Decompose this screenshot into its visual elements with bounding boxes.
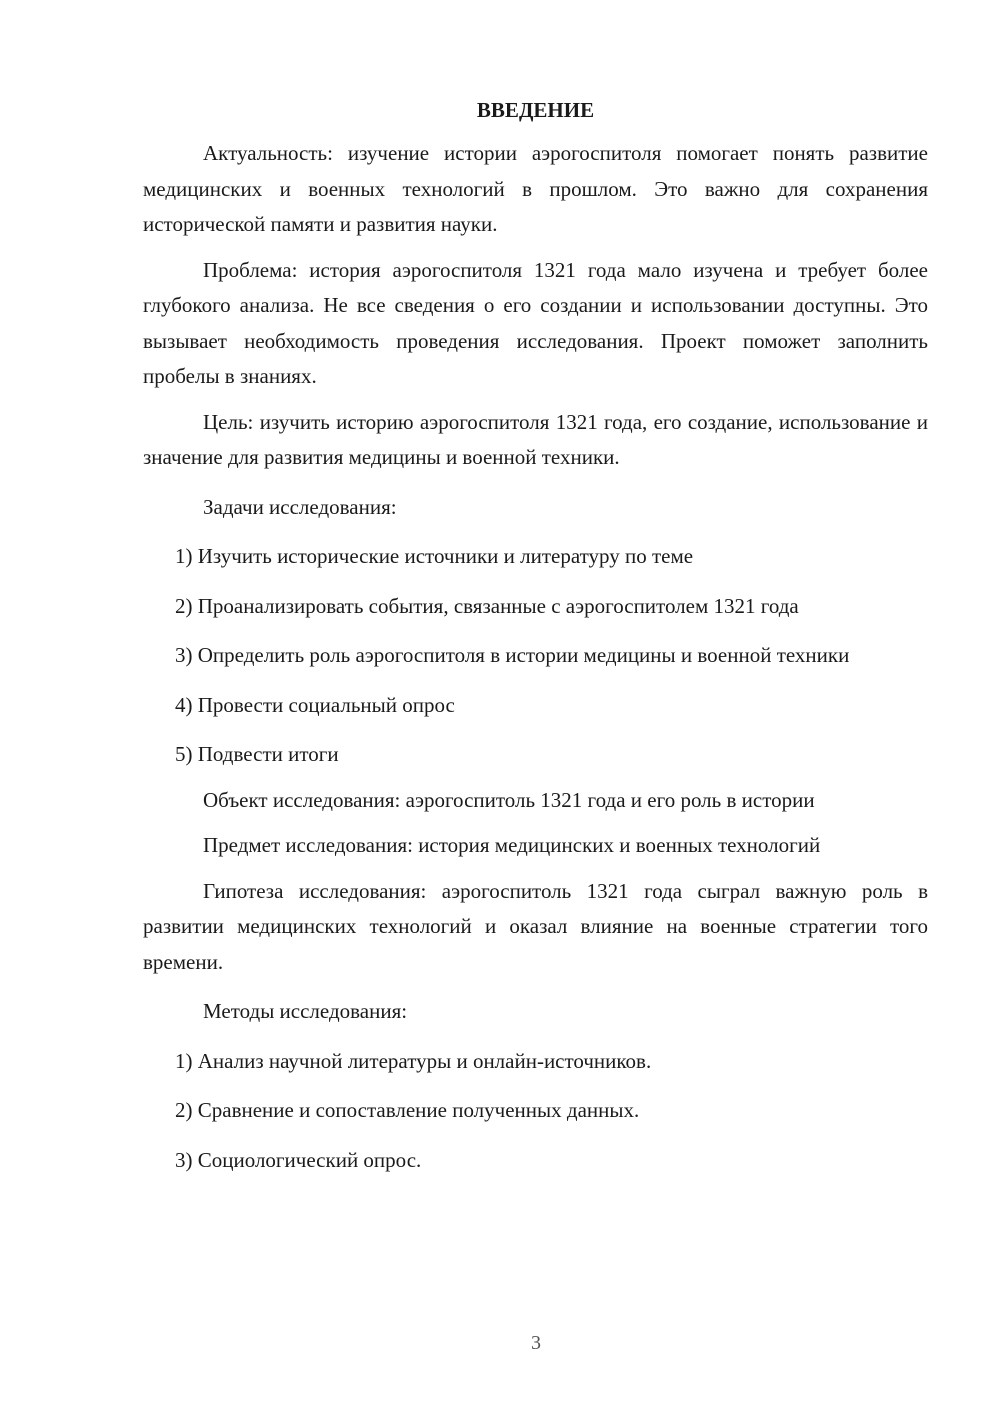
list-item: 4) Провести социальный опрос xyxy=(175,692,455,717)
list-item: 2) Сравнение и сопоставление полученных данных. xyxy=(175,1098,640,1122)
methods-heading: Методы исследования: xyxy=(203,999,408,1023)
tasks-heading: Задачи исследования: xyxy=(203,494,397,519)
list-item: 3) Социологический опрос. xyxy=(175,1147,422,1172)
list-item: 5) Подвести итоги xyxy=(175,742,339,766)
list-item: 1) Анализ научной литературы и онлайн-источников. xyxy=(175,1048,652,1073)
list-item: 2) Проанализировать события, связанные с аэрогоспитолем 1321 года xyxy=(175,593,799,618)
tasks-list xyxy=(143,539,928,773)
relevance-paragraph: Актуальность: изучение истории аэрогоспитоля помогает понять развитие медицинских и военных технологий в прошлом. Это важно для сохранения исторической памяти и развития науки. xyxy=(143,141,928,236)
goal-paragraph: Цель: изучить историю аэрогоспитоля 1321 года, его создание, использование и значение для развития медицины и военной техники. xyxy=(143,409,928,469)
subject-paragraph: Предмет исследования: история медицинских и военных технологий xyxy=(203,833,821,857)
methods-list xyxy=(143,1044,928,1179)
object-paragraph: Объект исследования: аэрогоспитоль 1321 года и его роль в истории xyxy=(203,787,815,812)
list-item: 1) Изучить исторические источники и литературу по теме xyxy=(175,544,694,568)
hypothesis-paragraph: Гипотеза исследования: аэрогоспитоль 1321 года сыграл важную роль в развитии медицинских технологий и оказал влияние на военные стратегии того времени. xyxy=(143,878,928,974)
problem-paragraph: Проблема: история аэрогоспитоля 1321 года мало изучена и требует более глубокого анализа. Не все сведения о его создании и использовании доступны. Это вызывает необходимость проведения исследования. Проект поможет заполнить пробелы в знаниях. xyxy=(143,257,928,388)
page-number: 3 xyxy=(531,1332,541,1354)
list-item: 3) Определить роль аэрогоспитоля в истории медицины и военной техники xyxy=(175,643,850,667)
document-page xyxy=(143,90,928,1188)
document-title: ВВЕДЕНИЕ xyxy=(476,98,595,122)
